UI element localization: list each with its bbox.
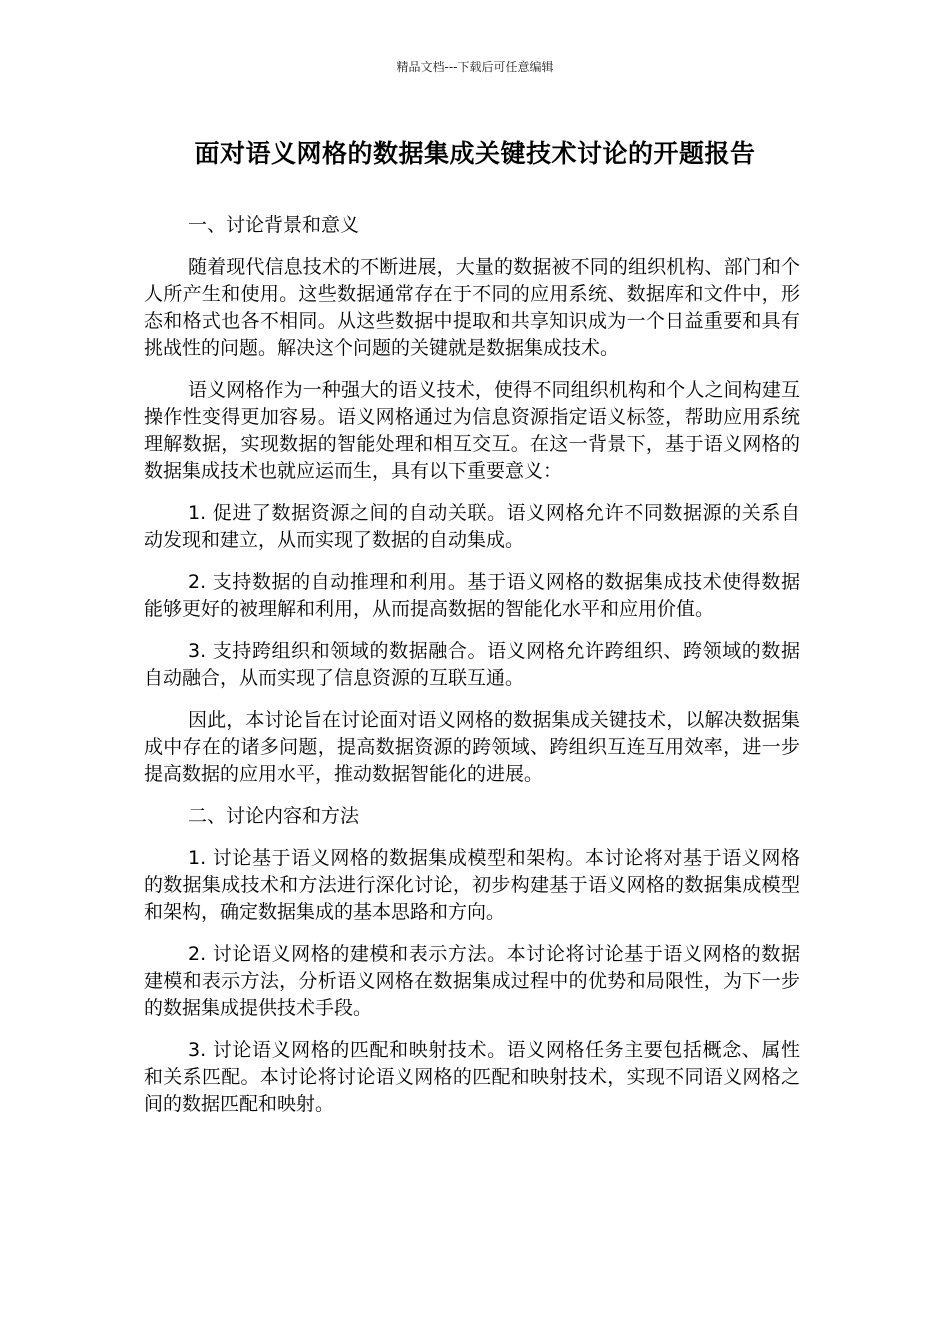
list-paragraph: 3. 支持跨组织和领域的数据融合。语义网格允许跨组织、跨领域的数据自动融合，从而实现了信息资源的互联互通。 [144, 640, 800, 689]
list-paragraph: 3. 讨论语义网格的匹配和映射技术。语义网格任务主要包括概念、属性和关系匹配。本讨论将讨论语义网格的匹配和映射技术，实现不同语义网格之间的数据匹配和映射。 [144, 1039, 800, 1115]
paragraph: 因此，本讨论旨在讨论面对语义网格的数据集成关键技术，以解决数据集成中存在的诸多问题，提高数据资源的跨领域、跨组织互连互用效率，进一步提高数据的应用水平，推动数据智能化的进展。 [144, 709, 800, 785]
list-paragraph: 2. 支持数据的自动推理和利用。基于语义网格的数据集成技术使得数据能够更好的被理解和利用，从而提高数据的智能化水平和应用价值。 [144, 571, 800, 620]
header-note: 精品文档---下载后可任意编辑 [396, 60, 554, 74]
list-paragraph: 1. 促进了数据资源之间的自动关联。语义网格允许不同数据源的关系自动发现和建立，从而实现了数据的自动集成。 [144, 502, 800, 551]
list-paragraph: 1. 讨论基于语义网格的数据集成模型和架构。本讨论将对基于语义网格的数据集成技术和方法进行深化讨论，初步构建基于语义网格的数据集成模型和架构，确定数据集成的基本思路和方向。 [144, 847, 800, 923]
document-title: 面对语义网格的数据集成关键技术讨论的开题报告 [194, 139, 756, 168]
list-paragraph: 2. 讨论语义网格的建模和表示方法。本讨论将讨论基于语义网格的数据建模和表示方法，分析语义网格在数据集成过程中的优势和局限性，为下一步的数据集成提供技术手段。 [144, 943, 800, 1019]
paragraph: 语义网格作为一种强大的语义技术，使得不同组织机构和个人之间构建互操作性变得更加容易。语义网格通过为信息资源指定语义标签，帮助应用系统理解数据，实现数据的智能处理和相互交互。在这一背景下，基于语义网格的数据集成技术也就应运而生，具有以下重要意义： [144, 379, 800, 482]
paragraph: 随着现代信息技术的不断进展，大量的数据被不同的组织机构、部门和个人所产生和使用。这些数据通常存在于不同的应用系统、数据库和文件中，形态和格式也各不相同。从这些数据中提取和共享知识成为一个日益重要和具有挑战性的问题。解决这个问题的关键就是数据集成技术。 [144, 256, 800, 359]
section-heading: 二、讨论内容和方法 [188, 805, 360, 827]
section-heading: 一、讨论背景和意义 [188, 214, 360, 236]
document-body [144, 212, 800, 1133]
